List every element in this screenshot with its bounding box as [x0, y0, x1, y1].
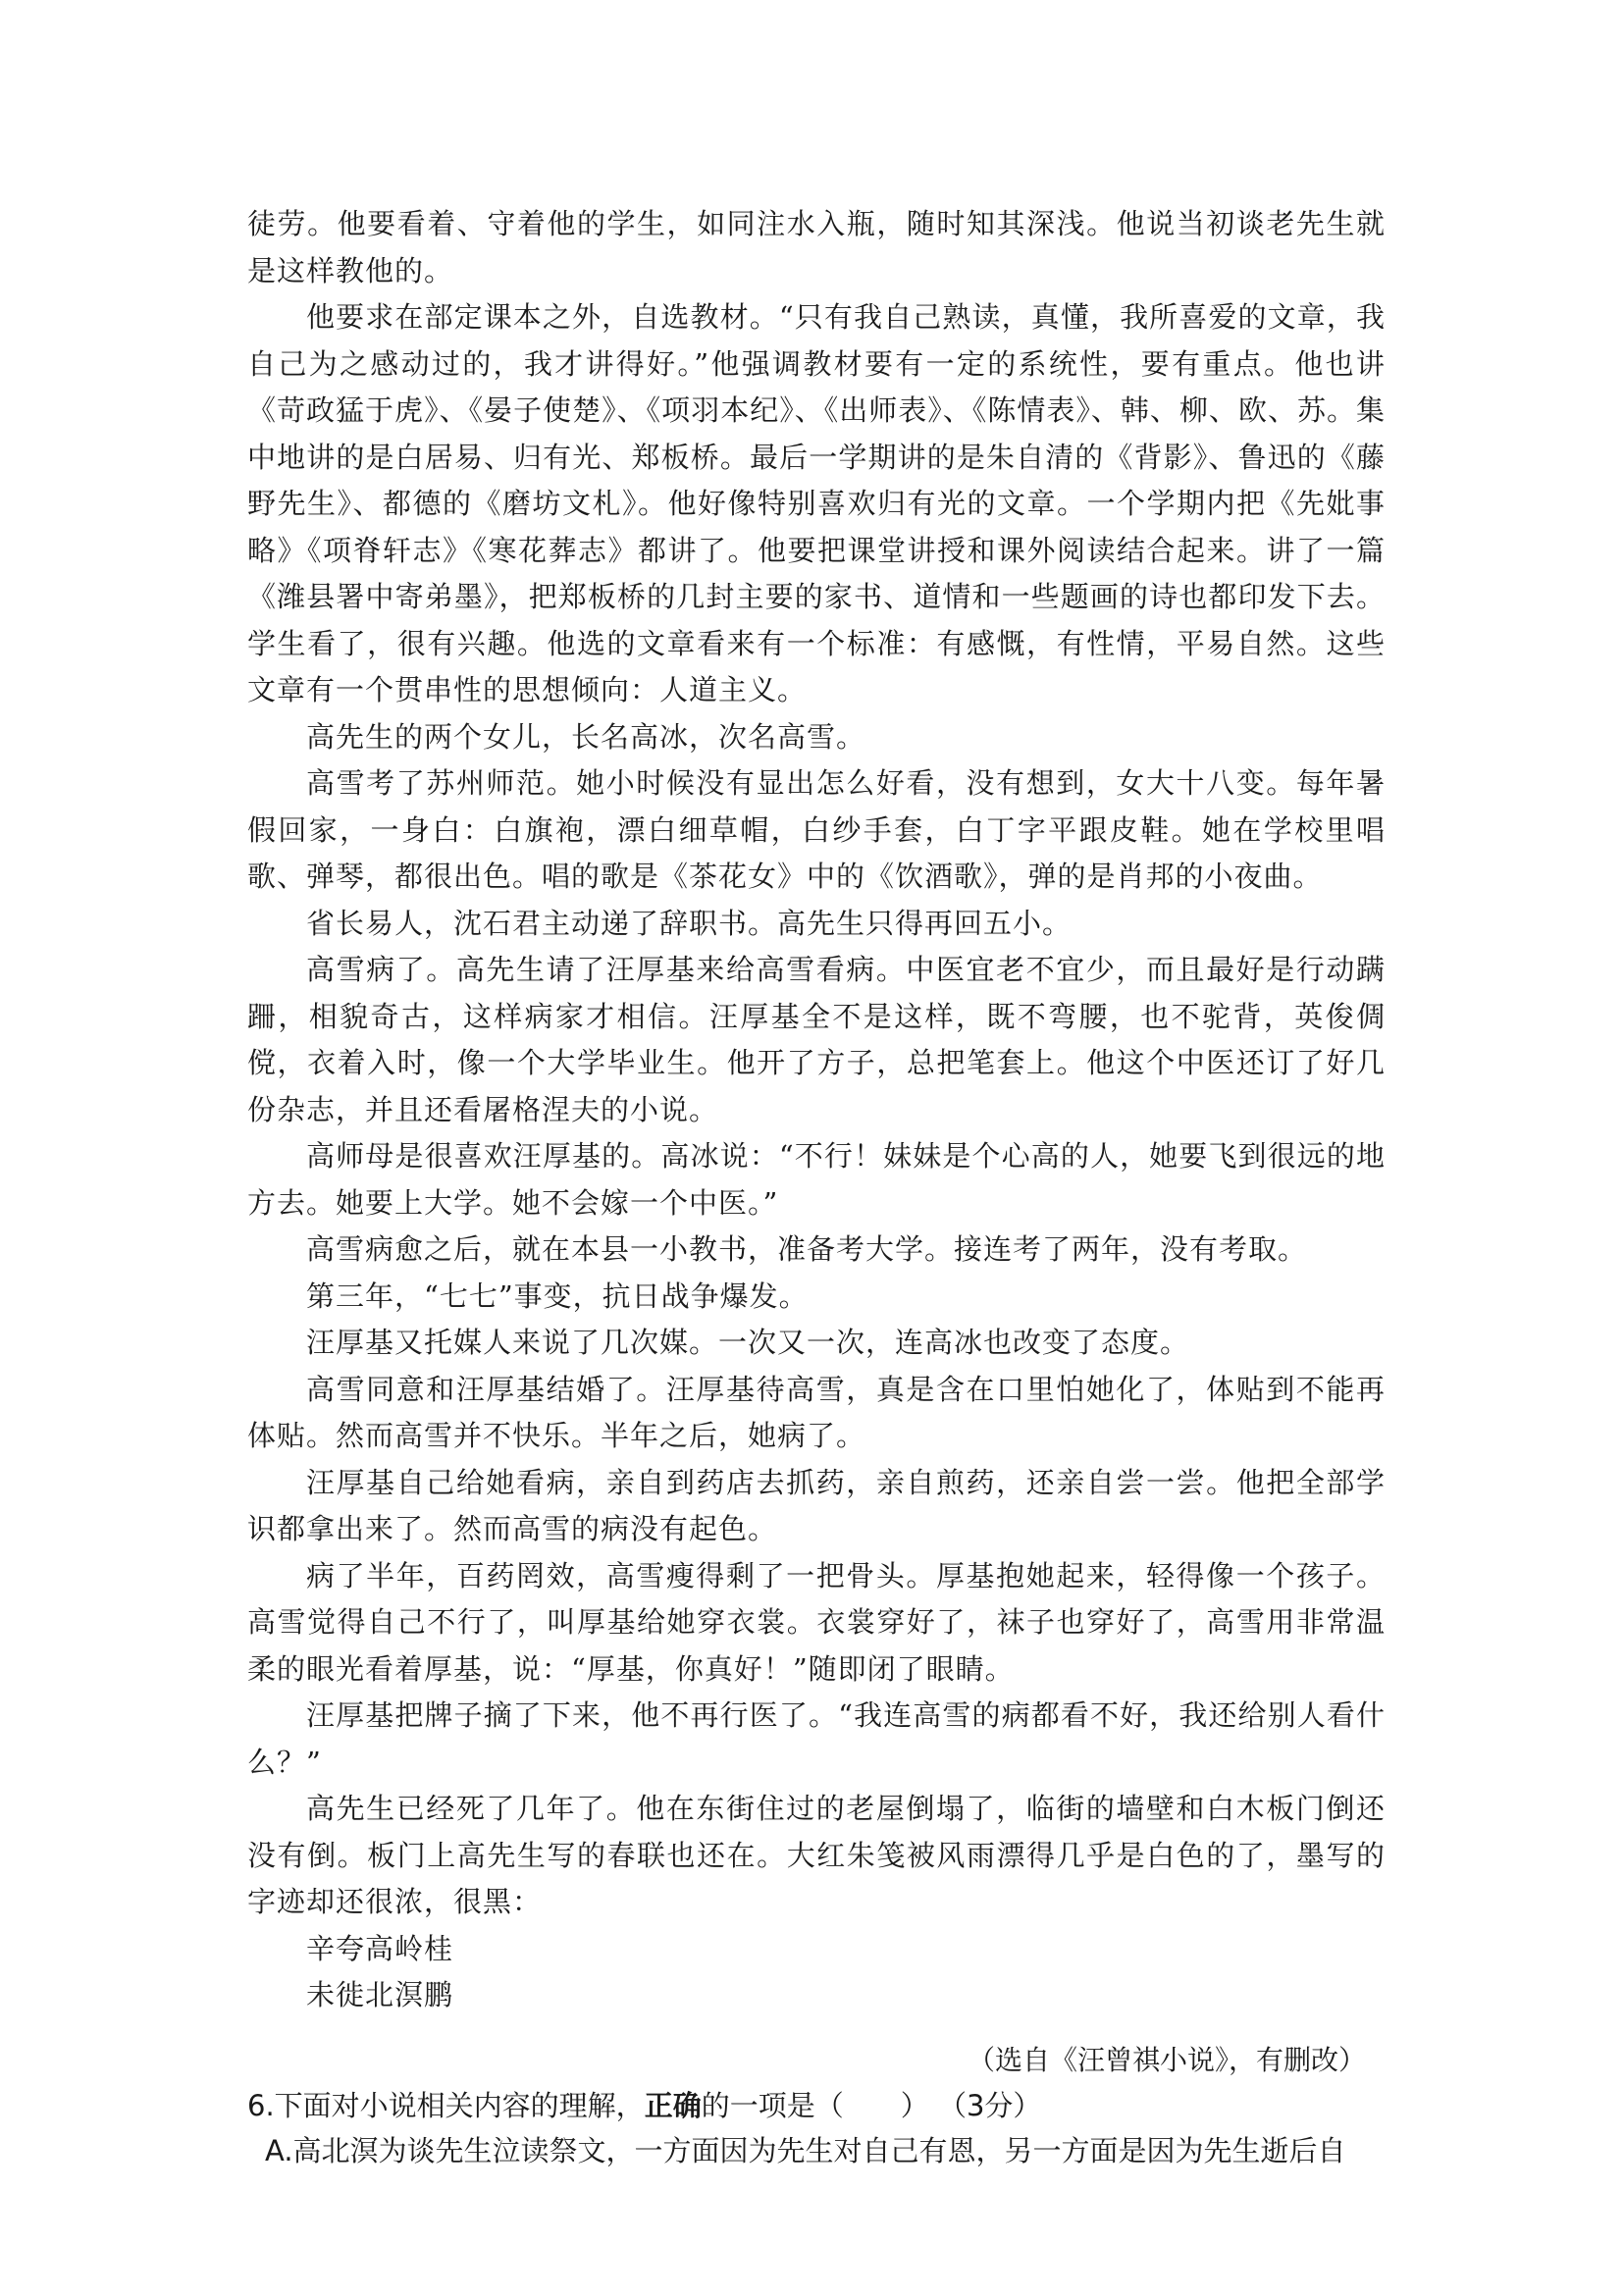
- paragraph: 徒劳。他要看着、守着他的学生，如同注水入瓶，随时知其深浅。他说当初谈老先生就是这样教他的。: [247, 207, 1386, 287]
- question-number: 6.: [247, 2088, 275, 2122]
- paragraph: 高雪病了。高先生请了汪厚基来给高雪看病。中医宜老不宜少，而且最好是行动蹒跚，相貌奇古，这样病家才相信。汪厚基全不是这样，既不弯腰，也不驼背，英俊倜傥，衣着入时，像一个大学毕业生。他开了方子，总把笔套上。他这个中医还订了好几份杂志，并且还看屠格涅夫的小说。: [247, 953, 1386, 1126]
- paragraph: 省长易人，沈石君主动递了辞职书。高先生只得再回五小。: [306, 906, 1073, 940]
- couplet-line-2: 未徙北溟鹏: [306, 1978, 454, 2011]
- story-text: [247, 201, 1386, 1926]
- source-citation: （选自《汪曾祺小说》，有删改）: [967, 2043, 1366, 2076]
- question-suffix: 的一项是（: [701, 2088, 844, 2122]
- couplet-line-1: 辛夸高岭桂: [306, 1931, 454, 1965]
- paragraph: 高雪考了苏州师范。她小时候没有显出怎么好看，没有想到，女大十八变。每年暑假回家，一身白：白旗袍，漂白细草帽，白纱手套，白丁字平跟皮鞋。她在学校里唱歌、弹琴，都很出色。唱的歌是《茶花女》中的《饮酒歌》，弹的是肖邦的小夜曲。: [247, 766, 1386, 893]
- question-prefix: 下面对小说相关内容的理解，: [274, 2088, 645, 2122]
- paragraph: 汪厚基又托媒人来说了几次媒。一次又一次，连高冰也改变了态度。: [306, 1326, 1190, 1359]
- paragraph: 高雪同意和汪厚基结婚了。汪厚基待高雪，真是含在口里怕她化了，体贴到不能再体贴。然而高雪并不快乐。半年之后，她病了。: [247, 1372, 1386, 1452]
- paragraph: 第三年，“七七”事变，抗日战争爆发。: [306, 1278, 809, 1313]
- document-page: [247, 201, 1386, 2173]
- paragraph: 高先生已经死了几年了。他在东街住过的老屋倒塌了，临街的墙壁和白木板门倒还没有倒。板门上高先生写的春联也还在。大红朱笺被风雨漂得几乎是白色的了，墨写的字迹却还很浓，很黑：: [247, 1792, 1386, 1918]
- paragraph: 他要求在部定课本之外，自选教材。“只有我自己熟读，真懂，我所喜爱的文章，我自己为之感动过的，我才讲得好。”他强调教材要有一定的系统性，要有重点。他也讲《苛政猛于虎》、《晏子使楚》、《项羽本纪》、《出师表》、《陈情表》、韩、柳、欧、苏。集中地讲的是白居易、归有光、郑板桥。最后一学期讲的是朱自清的《背影》、鲁迅的《藤野先生》、都德的《磨坊文札》。他好像特别喜欢归有光的文章。一个学期内把《先妣事略》《项脊轩志》《寒花葬志》都讲了。他要把课堂讲授和课外阅读结合起来。讲了一篇《潍县署中寄弟墨》，把郑板桥的几封主要的家书、道情和一些题画的诗也都印发下去。学生看了，很有兴趣。他选的文章看来有一个标准：有感慨，有性情，平易自然。这些文章有一个贯串性的思想倾向：人道主义。: [247, 300, 1386, 706]
- question-emphasis: 正确: [644, 2088, 702, 2122]
- paragraph: 病了半年，百药罔效，高雪瘦得剩了一把骨头。厚基抱她起来，轻得像一个孩子。高雪觉得自己不行了，叫厚基给她穿衣裳。衣裳穿好了，袜子也穿好了，高雪用非常温柔的眼光看着厚基，说：“厚基，你真好！”随即闭了眼睛。: [247, 1558, 1386, 1686]
- question-score: （3分）: [937, 2088, 1042, 2122]
- option-a[interactable]: A.高北溟为谈先生泣读祭文，一方面因为先生对自己有恩，另一方面是因为先生逝后自: [265, 2133, 1346, 2167]
- paragraph: 高雪病愈之后，就在本县一小教书，准备考大学。接连考了两年，没有考取。: [306, 1232, 1308, 1266]
- paragraph: 高先生的两个女儿，长名高冰，次名高雪。: [306, 719, 866, 754]
- paragraph: 高师母是很喜欢汪厚基的。高冰说：“不行！妹妹是个心高的人，她要飞到很远的地方去。她要上大学。她不会嫁一个中医。”: [247, 1139, 1386, 1220]
- paragraph: 汪厚基自己给她看病，亲自到药店去抓药，亲自煎药，还亲自尝一尝。他把全部学识都拿出来了。然而高雪的病没有起色。: [247, 1465, 1386, 1545]
- question-close: ）: [900, 2088, 929, 2122]
- paragraph: 汪厚基把牌子摘了下来，他不再行医了。“我连高雪的病都看不好，我还给别人看什么？”: [247, 1698, 1386, 1779]
- question-6: [247, 2083, 1386, 2128]
